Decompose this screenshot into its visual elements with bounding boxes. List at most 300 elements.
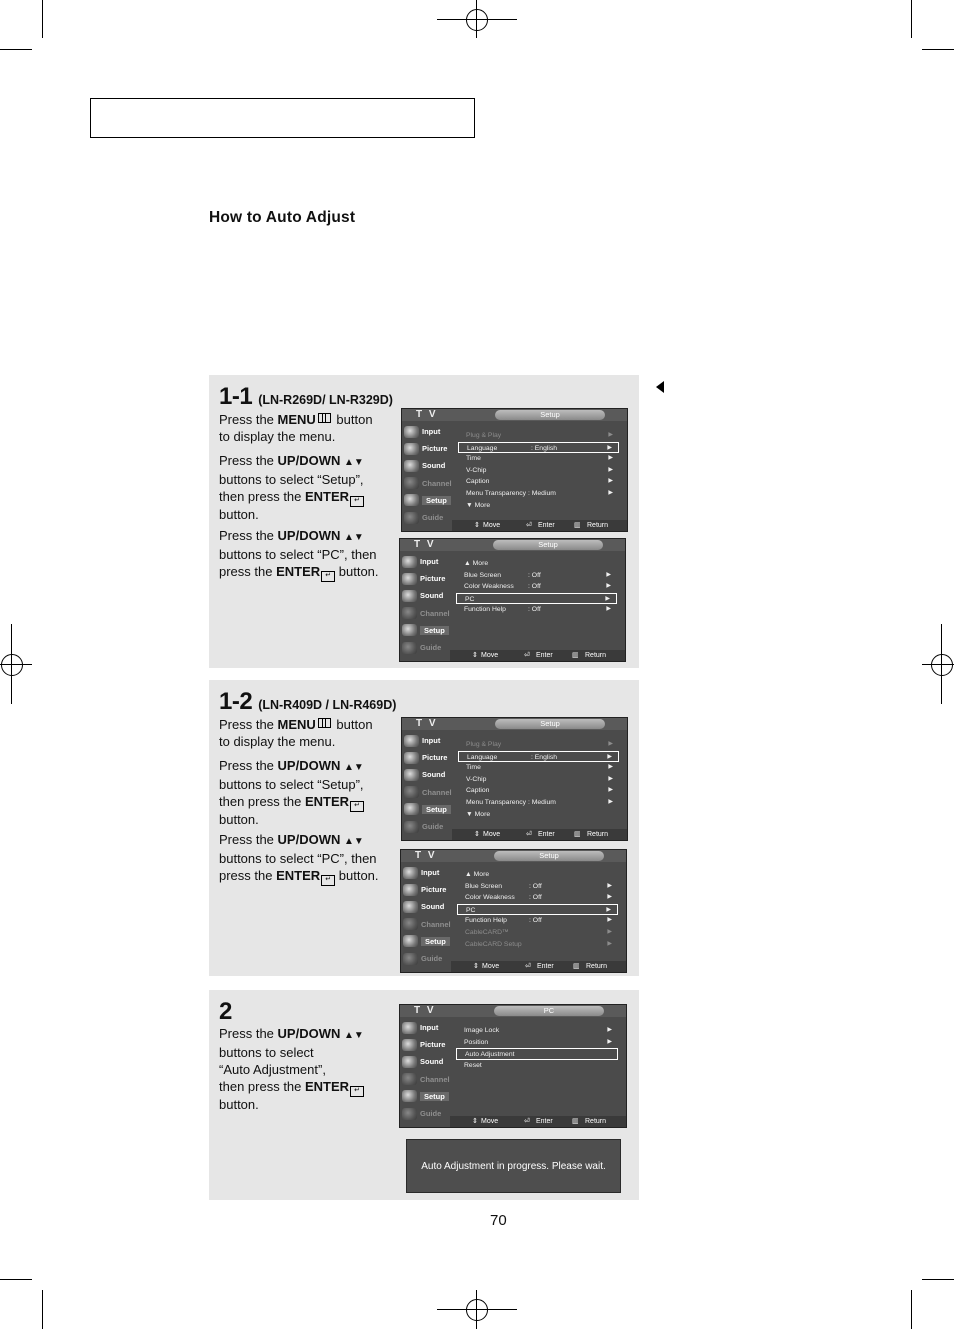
osd-sidebar xyxy=(402,1019,450,1122)
enter-icon: ↵ xyxy=(321,571,335,582)
osd-side-guide[interactable] xyxy=(403,950,451,967)
osd-foot-move: Move xyxy=(481,652,499,659)
updown-key-label: UP/DOWN xyxy=(277,1026,341,1041)
arrow-right-icon: ▶ xyxy=(607,882,612,889)
osd-tab-title: Setup xyxy=(493,540,603,550)
osd-foot-enter: Enter xyxy=(536,652,553,659)
crop-mark xyxy=(922,1279,954,1280)
arrow-right-icon: ▶ xyxy=(606,906,611,913)
osd-row-label: Time xyxy=(466,764,481,772)
osd-row-language[interactable] xyxy=(458,442,619,454)
osd-row-label: Auto Adjustment xyxy=(465,1051,515,1059)
osd-side-label: Channel xyxy=(421,919,451,929)
osd-side-label: Picture xyxy=(420,574,446,584)
osd-pc-screen xyxy=(399,1004,627,1128)
instruction-auto-adjust xyxy=(219,1025,399,1113)
osd-foot-move: Move xyxy=(483,522,501,529)
instruction-setup xyxy=(219,757,399,828)
osd-row-position[interactable] xyxy=(456,1037,618,1049)
osd-row-image-lock[interactable] xyxy=(456,1025,618,1037)
crop-mark xyxy=(42,1290,43,1329)
osd-row-more[interactable] xyxy=(456,558,617,570)
guide-icon xyxy=(402,1108,417,1120)
instruction-menu xyxy=(219,411,399,445)
sound-icon xyxy=(403,901,418,913)
osd-side-guide[interactable] xyxy=(404,818,452,835)
step-model: (LN-R409D / LN-R469D) xyxy=(258,698,397,712)
osd-menu-list xyxy=(458,739,619,820)
registration-mark xyxy=(0,664,32,665)
osd-side-sound[interactable] xyxy=(402,587,450,604)
guide-icon xyxy=(403,953,418,965)
osd-row-pc[interactable] xyxy=(456,593,617,605)
registration-mark xyxy=(466,9,488,31)
menu-icon xyxy=(318,413,331,423)
instruction-text: buttons to select “Setup”, xyxy=(219,472,364,487)
registration-mark xyxy=(476,0,477,38)
osd-foot-return: Return xyxy=(585,652,607,659)
up-down-arrows-icon: ▲▼ xyxy=(344,762,364,773)
osd-row-caption[interactable] xyxy=(458,476,619,488)
arrow-right-icon: ▶ xyxy=(608,798,613,805)
chapter-header-box xyxy=(90,98,475,138)
instruction-text: Press the xyxy=(219,1026,278,1041)
osd-row-function-help[interactable] xyxy=(457,915,618,927)
osd-row-cablecard[interactable] xyxy=(457,927,618,939)
return-icon: ▥ xyxy=(574,831,581,838)
osd-row-label: CableCARD™ xyxy=(465,928,509,936)
osd-side-sound[interactable] xyxy=(403,898,451,915)
picture-icon xyxy=(404,443,419,455)
arrow-right-icon: ▶ xyxy=(607,894,612,901)
updown-key-label: UP/DOWN xyxy=(277,528,341,543)
osd-side-guide[interactable] xyxy=(402,639,450,656)
osd-footer xyxy=(451,961,626,972)
channel-icon xyxy=(402,607,417,619)
osd-side-label: Picture xyxy=(421,885,447,895)
arrow-right-icon: ▶ xyxy=(608,489,613,496)
osd-side-label: Picture xyxy=(420,1040,446,1050)
osd-side-label: Guide xyxy=(422,513,444,523)
osd-side-label: Input xyxy=(422,736,441,746)
arrow-right-icon: ▶ xyxy=(607,1027,612,1033)
step-number: 2 xyxy=(219,998,232,1025)
instruction-text: to display the menu. xyxy=(219,734,336,749)
osd-side-label: Guide xyxy=(420,643,442,653)
osd-row-value: : Off xyxy=(529,917,542,925)
arrow-up-icon: ▲ xyxy=(465,871,472,878)
osd-foot-move: Move xyxy=(481,1118,499,1125)
instruction-text: to display the menu. xyxy=(219,429,336,444)
channel-icon xyxy=(402,1073,417,1085)
setup-icon xyxy=(403,935,418,947)
instruction-text: press the xyxy=(219,868,277,883)
osd-menu-list xyxy=(456,1025,618,1071)
osd-side-label: Guide xyxy=(421,954,443,964)
registration-mark xyxy=(1,654,23,676)
osd-side-label: Sound xyxy=(420,591,444,601)
osd-row-plug-play[interactable] xyxy=(458,739,619,751)
osd-side-setup[interactable] xyxy=(403,933,451,950)
osd-row-label: More xyxy=(472,560,489,567)
picture-icon xyxy=(404,752,419,764)
osd-sidebar xyxy=(404,423,452,526)
osd-row-more[interactable] xyxy=(458,500,619,512)
up-down-arrows-icon: ▲▼ xyxy=(344,1030,364,1041)
osd-row-vchip[interactable] xyxy=(458,774,619,786)
osd-side-label: Sound xyxy=(421,902,445,912)
instruction-text: button xyxy=(332,717,373,732)
osd-row-time[interactable] xyxy=(458,762,619,774)
osd-row-label: Caption xyxy=(466,478,490,486)
sound-icon xyxy=(402,1056,417,1068)
osd-row-cablecard-setup[interactable] xyxy=(457,939,618,951)
osd-row-label: More xyxy=(474,501,491,509)
guide-icon xyxy=(402,642,417,654)
osd-sidebar xyxy=(404,732,452,835)
sound-icon xyxy=(404,769,419,781)
updown-key-label: UP/DOWN xyxy=(277,453,341,468)
osd-side-channel[interactable] xyxy=(402,605,450,622)
up-down-arrows-icon: ▲▼ xyxy=(344,457,364,468)
osd-side-label: Channel xyxy=(420,1074,450,1084)
osd-side-label: Guide xyxy=(420,1109,442,1119)
instruction-text: Press the xyxy=(219,453,278,468)
instruction-text: “Auto Adjustment”, xyxy=(219,1062,326,1077)
registration-mark xyxy=(476,1290,477,1329)
move-icon: ⇕ xyxy=(474,831,480,838)
osd-tab-title: Setup xyxy=(495,410,605,420)
osd-side-picture[interactable] xyxy=(402,1036,450,1053)
osd-tv-label: T V xyxy=(416,718,438,729)
osd-footer xyxy=(452,829,627,840)
osd-row-pc[interactable] xyxy=(457,904,618,916)
arrow-up-icon: ▲ xyxy=(464,560,471,567)
osd-foot-move: Move xyxy=(483,831,501,838)
osd-row-label: PC xyxy=(465,595,475,603)
picture-icon xyxy=(402,573,417,585)
osd-side-sound[interactable] xyxy=(404,457,452,474)
osd-side-label: Input xyxy=(420,1023,439,1033)
osd-side-picture[interactable] xyxy=(403,881,451,898)
osd-row-label: Menu Transparency : Medium xyxy=(466,798,556,806)
osd-foot-enter: Enter xyxy=(536,1118,553,1125)
osd-row-label: Menu Transparency : Medium xyxy=(466,489,556,497)
arrow-right-icon: ▶ xyxy=(607,940,612,947)
osd-side-label: Setup xyxy=(421,937,450,946)
return-icon: ▥ xyxy=(574,522,581,529)
step-number: 1-1 xyxy=(219,383,253,410)
osd-row-auto-adjustment[interactable] xyxy=(456,1048,618,1060)
osd-side-guide[interactable] xyxy=(402,1105,450,1122)
osd-side-label: Picture xyxy=(422,444,448,454)
osd-foot-enter: Enter xyxy=(537,963,554,970)
return-icon: ▥ xyxy=(572,1118,579,1125)
updown-key-label: UP/DOWN xyxy=(277,758,341,773)
osd-row-blue-screen[interactable] xyxy=(456,570,617,582)
osd-side-setup[interactable] xyxy=(402,622,450,639)
crop-mark xyxy=(0,49,32,50)
osd-row-label: Color Weakness xyxy=(464,583,514,591)
osd-side-input[interactable] xyxy=(402,553,450,570)
osd-side-sound[interactable] xyxy=(402,1053,450,1070)
enter-icon: ↵ xyxy=(350,496,364,507)
osd-row-label: Language xyxy=(467,444,498,452)
arrow-right-icon: ▶ xyxy=(606,606,611,613)
osd-foot-move: Move xyxy=(482,963,500,970)
osd-tab-title: Setup xyxy=(494,851,604,861)
input-icon xyxy=(404,735,419,747)
osd-footer xyxy=(452,520,627,531)
guide-icon xyxy=(404,821,419,833)
enter-icon: ↵ xyxy=(350,801,364,812)
osd-row-value: : Off xyxy=(529,894,542,902)
osd-tab-title: PC xyxy=(494,1006,604,1016)
registration-mark xyxy=(922,664,954,665)
osd-side-setup[interactable] xyxy=(404,492,452,509)
osd-side-label: Picture xyxy=(422,753,448,763)
osd-foot-enter: Enter xyxy=(538,831,555,838)
osd-setup-more-screen xyxy=(400,849,627,973)
step-header xyxy=(219,688,396,716)
osd-footer xyxy=(450,1116,626,1127)
osd-side-input[interactable] xyxy=(404,423,452,440)
picture-icon xyxy=(402,1039,417,1051)
osd-side-picture[interactable] xyxy=(402,570,450,587)
enter-icon: ↵ xyxy=(350,1086,364,1097)
osd-menu-list xyxy=(456,558,617,616)
osd-row-value: : Off xyxy=(529,882,542,890)
step-model: (LN-R269D/ LN-R329D) xyxy=(258,393,393,407)
arrow-right-icon: ▶ xyxy=(608,775,613,782)
crop-mark xyxy=(922,49,954,50)
osd-row-value: : English xyxy=(531,753,558,761)
move-icon: ⇕ xyxy=(474,522,480,529)
arrow-right-icon: ▶ xyxy=(607,928,612,935)
menu-key-label: MENU xyxy=(277,717,316,732)
osd-menu-list xyxy=(458,430,619,511)
osd-side-label: Sound xyxy=(422,770,446,780)
instruction-text: buttons to select “Setup”, xyxy=(219,777,364,792)
osd-side-channel[interactable] xyxy=(404,784,452,801)
osd-side-label: Channel xyxy=(422,787,452,797)
instruction-text: button. xyxy=(219,507,259,522)
arrow-right-icon: ▶ xyxy=(606,571,611,578)
osd-row-color-weakness[interactable] xyxy=(456,581,617,593)
osd-row-caption[interactable] xyxy=(458,785,619,797)
osd-row-label: Function Help xyxy=(464,606,506,614)
guide-icon xyxy=(404,512,419,524)
move-icon: ⇕ xyxy=(472,652,478,659)
registration-mark xyxy=(941,624,942,704)
osd-row-vchip[interactable] xyxy=(458,465,619,477)
instruction-text: Press the xyxy=(219,528,278,543)
osd-row-value: : English xyxy=(531,444,558,452)
menu-key-label: MENU xyxy=(277,412,316,427)
page-number: 70 xyxy=(490,1212,507,1229)
osd-row-label: Color Weakness xyxy=(465,894,515,902)
osd-side-label: Setup xyxy=(420,626,449,635)
instruction-text: then press the xyxy=(219,794,305,809)
osd-setup-more-screen xyxy=(399,538,626,662)
step-number: 1-2 xyxy=(219,688,253,715)
arrow-right-icon: ▶ xyxy=(608,466,613,473)
osd-side-label: Input xyxy=(422,427,441,437)
setup-icon xyxy=(402,624,417,636)
osd-side-label: Guide xyxy=(422,822,444,832)
osd-row-reset[interactable] xyxy=(456,1060,618,1072)
osd-side-sound[interactable] xyxy=(404,766,452,783)
enter-icon: ⏎ xyxy=(525,963,531,970)
instruction-text: button. xyxy=(335,564,379,579)
osd-row-label: More xyxy=(474,810,491,818)
up-down-arrows-icon: ▲▼ xyxy=(344,836,364,847)
osd-side-label: Channel xyxy=(422,478,452,488)
osd-foot-return: Return xyxy=(585,1118,607,1125)
osd-sidebar xyxy=(403,864,451,967)
osd-row-function-help[interactable] xyxy=(456,604,617,616)
sound-icon xyxy=(404,460,419,472)
osd-side-channel[interactable] xyxy=(402,1071,450,1088)
return-icon: ▥ xyxy=(573,963,580,970)
osd-side-setup[interactable] xyxy=(402,1088,450,1105)
instruction-text: buttons to select “PC”, then xyxy=(219,851,377,866)
osd-row-label: PC xyxy=(466,906,476,914)
menu-icon xyxy=(318,718,331,728)
input-icon xyxy=(404,426,419,438)
picture-icon xyxy=(403,884,418,896)
enter-icon: ⏎ xyxy=(524,652,530,659)
osd-side-setup[interactable] xyxy=(404,801,452,818)
input-icon xyxy=(403,867,418,879)
osd-foot-enter: Enter xyxy=(538,522,555,529)
osd-row-more[interactable] xyxy=(457,869,618,881)
registration-mark xyxy=(466,1299,488,1321)
arrow-right-icon: ▶ xyxy=(607,917,612,924)
instruction-setup xyxy=(219,452,399,523)
osd-row-color-weakness[interactable] xyxy=(457,892,618,904)
osd-tv-label: T V xyxy=(415,850,437,861)
osd-side-picture[interactable] xyxy=(404,749,452,766)
osd-side-guide[interactable] xyxy=(404,509,452,526)
osd-row-label: Time xyxy=(466,455,481,463)
osd-tv-label: T V xyxy=(414,1005,436,1016)
instruction-text: Press the xyxy=(219,832,278,847)
osd-row-label: Reset xyxy=(464,1061,482,1069)
arrow-right-icon: ▶ xyxy=(608,478,613,485)
instruction-text: Press the xyxy=(219,758,278,773)
osd-side-input[interactable] xyxy=(403,864,451,881)
osd-row-plug-play[interactable] xyxy=(458,430,619,442)
up-down-arrows-icon: ▲▼ xyxy=(344,532,364,543)
instruction-pc xyxy=(219,527,409,581)
instruction-text: button xyxy=(332,412,373,427)
osd-setup-screen xyxy=(401,408,628,532)
osd-menu-list xyxy=(457,869,618,950)
osd-tv-label: T V xyxy=(416,409,438,420)
osd-side-channel[interactable] xyxy=(403,916,451,933)
osd-side-input[interactable] xyxy=(404,732,452,749)
osd-row-language[interactable] xyxy=(458,751,619,763)
instruction-pc xyxy=(219,831,409,885)
enter-icon: ↵ xyxy=(321,875,335,886)
osd-row-label: Plug & Play xyxy=(466,432,502,439)
osd-row-value: : Off xyxy=(528,583,541,591)
instruction-text: then press the xyxy=(219,1079,305,1094)
osd-row-label: Language xyxy=(467,753,498,761)
osd-row-label: V-Chip xyxy=(466,466,487,474)
registration-mark xyxy=(437,19,517,20)
channel-icon xyxy=(404,477,419,489)
osd-side-label: Setup xyxy=(422,496,451,505)
instruction-text: buttons to select “PC”, then xyxy=(219,547,377,562)
osd-side-picture[interactable] xyxy=(404,440,452,457)
registration-mark xyxy=(11,624,12,704)
crop-mark xyxy=(42,0,43,38)
osd-row-label: V-Chip xyxy=(466,775,487,783)
input-icon xyxy=(402,556,417,568)
channel-icon xyxy=(404,786,419,798)
arrow-down-icon: ▼ xyxy=(466,501,473,509)
enter-icon: ⏎ xyxy=(524,1118,530,1125)
instruction-text: button. xyxy=(335,868,379,883)
move-icon: ⇕ xyxy=(472,1118,478,1125)
step-header xyxy=(219,383,393,411)
osd-row-transparency[interactable] xyxy=(458,488,619,500)
osd-side-channel[interactable] xyxy=(404,475,452,492)
osd-row-time[interactable] xyxy=(458,453,619,465)
channel-icon xyxy=(403,918,418,930)
osd-foot-return: Return xyxy=(587,522,609,529)
enter-key-label: ENTER xyxy=(276,868,321,883)
osd-row-more[interactable] xyxy=(458,809,619,821)
arrow-right-icon: ▶ xyxy=(608,764,613,771)
enter-key-label: ENTER xyxy=(305,489,350,504)
osd-side-label: Setup xyxy=(420,1092,449,1101)
instruction-text: press the xyxy=(219,564,277,579)
arrow-right-icon: ▶ xyxy=(605,595,610,602)
osd-setup-screen xyxy=(401,717,628,841)
osd-row-value: : Off xyxy=(528,606,541,614)
arrow-right-icon: ▶ xyxy=(608,787,613,794)
enter-icon: ⏎ xyxy=(526,522,532,529)
osd-side-label: Channel xyxy=(420,608,450,618)
crop-mark xyxy=(911,0,912,38)
arrow-right-icon: ▶ xyxy=(607,1038,612,1045)
osd-side-label: Sound xyxy=(422,461,446,471)
section-title: How to Auto Adjust xyxy=(209,209,356,226)
instruction-text: Press the xyxy=(219,412,278,427)
osd-row-label: Blue Screen xyxy=(464,571,502,579)
osd-side-label: Setup xyxy=(422,805,451,814)
osd-row-label: More xyxy=(473,871,490,878)
arrow-down-icon: ▼ xyxy=(466,810,473,818)
osd-side-input[interactable] xyxy=(402,1019,450,1036)
enter-key-label: ENTER xyxy=(305,794,350,809)
setup-icon xyxy=(404,803,419,815)
osd-row-transparency[interactable] xyxy=(458,797,619,809)
osd-row-blue-screen[interactable] xyxy=(457,881,618,893)
enter-icon: ⏎ xyxy=(526,831,532,838)
return-icon: ▥ xyxy=(572,652,579,659)
setup-icon xyxy=(404,494,419,506)
osd-foot-return: Return xyxy=(586,963,608,970)
osd-sidebar xyxy=(402,553,450,656)
sound-icon xyxy=(402,590,417,602)
arrow-right-icon: ▶ xyxy=(606,583,611,590)
step-header xyxy=(219,998,232,1026)
enter-key-label: ENTER xyxy=(276,564,321,579)
